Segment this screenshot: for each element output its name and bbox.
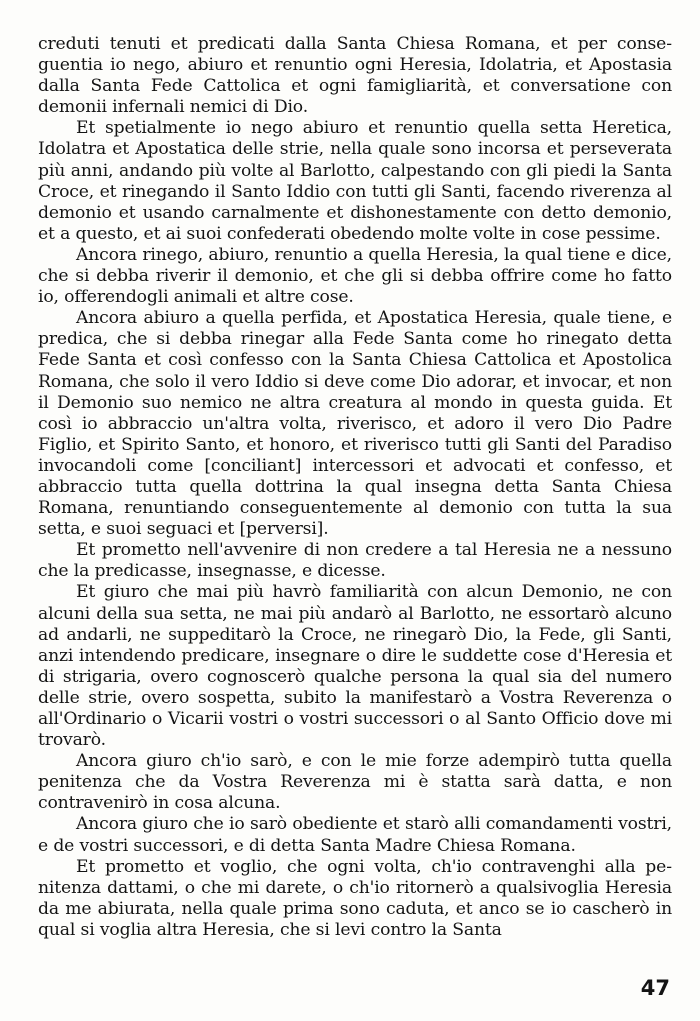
paragraph-7: Ancora giuro ch'io sarò, e con le mie forze adempirò tutta quella penitenza che da Vostra Reverenza mi è statta sarà datta, e non contravenirò in cosa alcuna. [38,751,672,814]
paragraph-3: Ancora rinego, abiuro, renuntio a quella Heresia, la qual tiene e dice, che si debba riverir il demonio, et che gli si debba offrire come ho fatto io, offerendogli animali et altre cose. [38,244,672,308]
page-number: 47 [640,976,670,1000]
paragraph-4: Ancora abiuro a quella perfida, et Apostatica Heresia, quale tiene, e predica, che si debba rinegar alla Fede Santa come ho rinegato detta Fede Santa et così confesso con la Santa Chiesa Cattolica et Apostolica Romana, che solo il vero Iddio si deve come Dio adorar, et invocar, et non il Demonio suo nemico ne altra creatura al mondo in questa guida. Et così io abbraccio un'altra volta, riverisco, et adoro il vero Dio Padre Figlio, et Spirito Santo, et honoro, et riverisco tutti gli Santi del Paradiso invocandoli come [conciliant] intercessori et advocati et confesso, et abbraccio tutta quella dottrina la qual insegna detta Santa Chiesa Romana, renuntiando conseguentemente al demonio con tutta la sua setta, e suoi seguaci et [perversi]. [38,308,672,540]
paragraph-5: Et prometto nell'avvenire di non credere a tal Heresia ne a nessuno che la predicasse, insegnasse, e dicesse. [38,540,672,582]
paragraph-6: Et giuro che mai più havrò familiarità con alcun Demonio, ne con alcuni della sua setta, ne mai più andarò al Barlotto, ne essortarò alcuno ad andarli, ne suppeditarò la Croce, ne rinegarò Dio, la Fede, gli Santi, anzi intendendo predicare, insegnare o dire le suddette cose d'Heresia et di strigaria, overo cognoscerò qualche persona la qual sia del numero delle strie, overo sospetta, subito la manifestarò a Vostra Reverenza o all'Ordinario o Vicarii vostri o vostri successori o al Santo Officio dove mi trovarò. [38,582,672,751]
paragraph-1: creduti tenuti et predicati dalla Santa Chiesa Romana, et per conseguentia io nego, abiuro et renuntio ogni Heresia, Idolatria, et Apostasia dalla Santa Fede Cattolica et ogni famigliarità, et conversatione con demonii infernali nemici di Dio. [38,34,672,118]
paragraph-2: Et spetialmente io nego abiuro et renuntio quella setta Heretica, Idolatra et Apostatica delle strie, nella quale sono incorsa et perseverata più anni, andando più volte al Barlotto, calpestando con gli piedi la Santa Croce, et rinegando il Santo Iddio con tutti gli Santi, facendo riverenza al demonio et usando carnalmente et dishonestamente con detto demonio, et a questo, et ai suoi confederati obedendo molte volte in cose pessime. [38,118,672,244]
paragraph-8: Ancora giuro che io sarò obediente et starò alli comandamenti vostri, e de vostri successori, e di detta Santa Madre Chiesa Romana. [38,814,672,856]
body-text [38,34,672,941]
paragraph-9: Et prometto et voglio, che ogni volta, ch'io contravenghi alla penitenza dattami, o che mi darete, o ch'io ritornerò a qualsivoglia Heresia da me abiurata, nella quale prima sono caduta, et anco se io cascherò in qual si voglia altra Heresia, che si levi contro la Santa [38,856,672,940]
